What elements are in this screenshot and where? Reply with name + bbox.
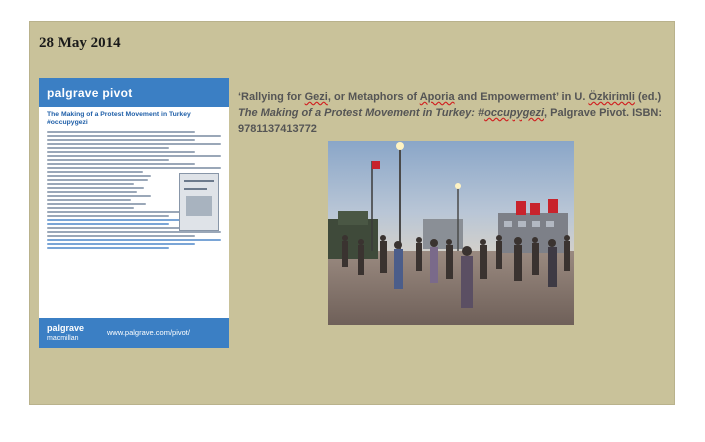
citation-caption: ‘Rallying for Gezi, or Metaphors of Aporia and Empowerment’ in U. Özkirimli (ed.) The Making of a Protest Movement in Turkey: #occupygezi, Palgrave Pivot. ISBN: 9781137413772 [238, 91, 663, 135]
flyer-footer-brand: palgrave macmillan [47, 323, 85, 342]
flyer-footer-url: www.palgrave.com/pivot/ [107, 328, 190, 337]
slide [29, 21, 675, 405]
flyer-title: The Making of a Protest Movement in Turkey #occupygezi [47, 111, 191, 126]
flyer-body-text [39, 127, 229, 305]
flyer-header [39, 78, 229, 107]
flyer-footer [39, 318, 229, 348]
taksim-square-photo [328, 141, 574, 325]
flyer-brand: palgrave pivot [47, 85, 133, 100]
book-cover-thumbnail [179, 173, 219, 231]
slide-date: 28 May 2014 [39, 35, 121, 51]
book-flyer-image [39, 78, 229, 348]
